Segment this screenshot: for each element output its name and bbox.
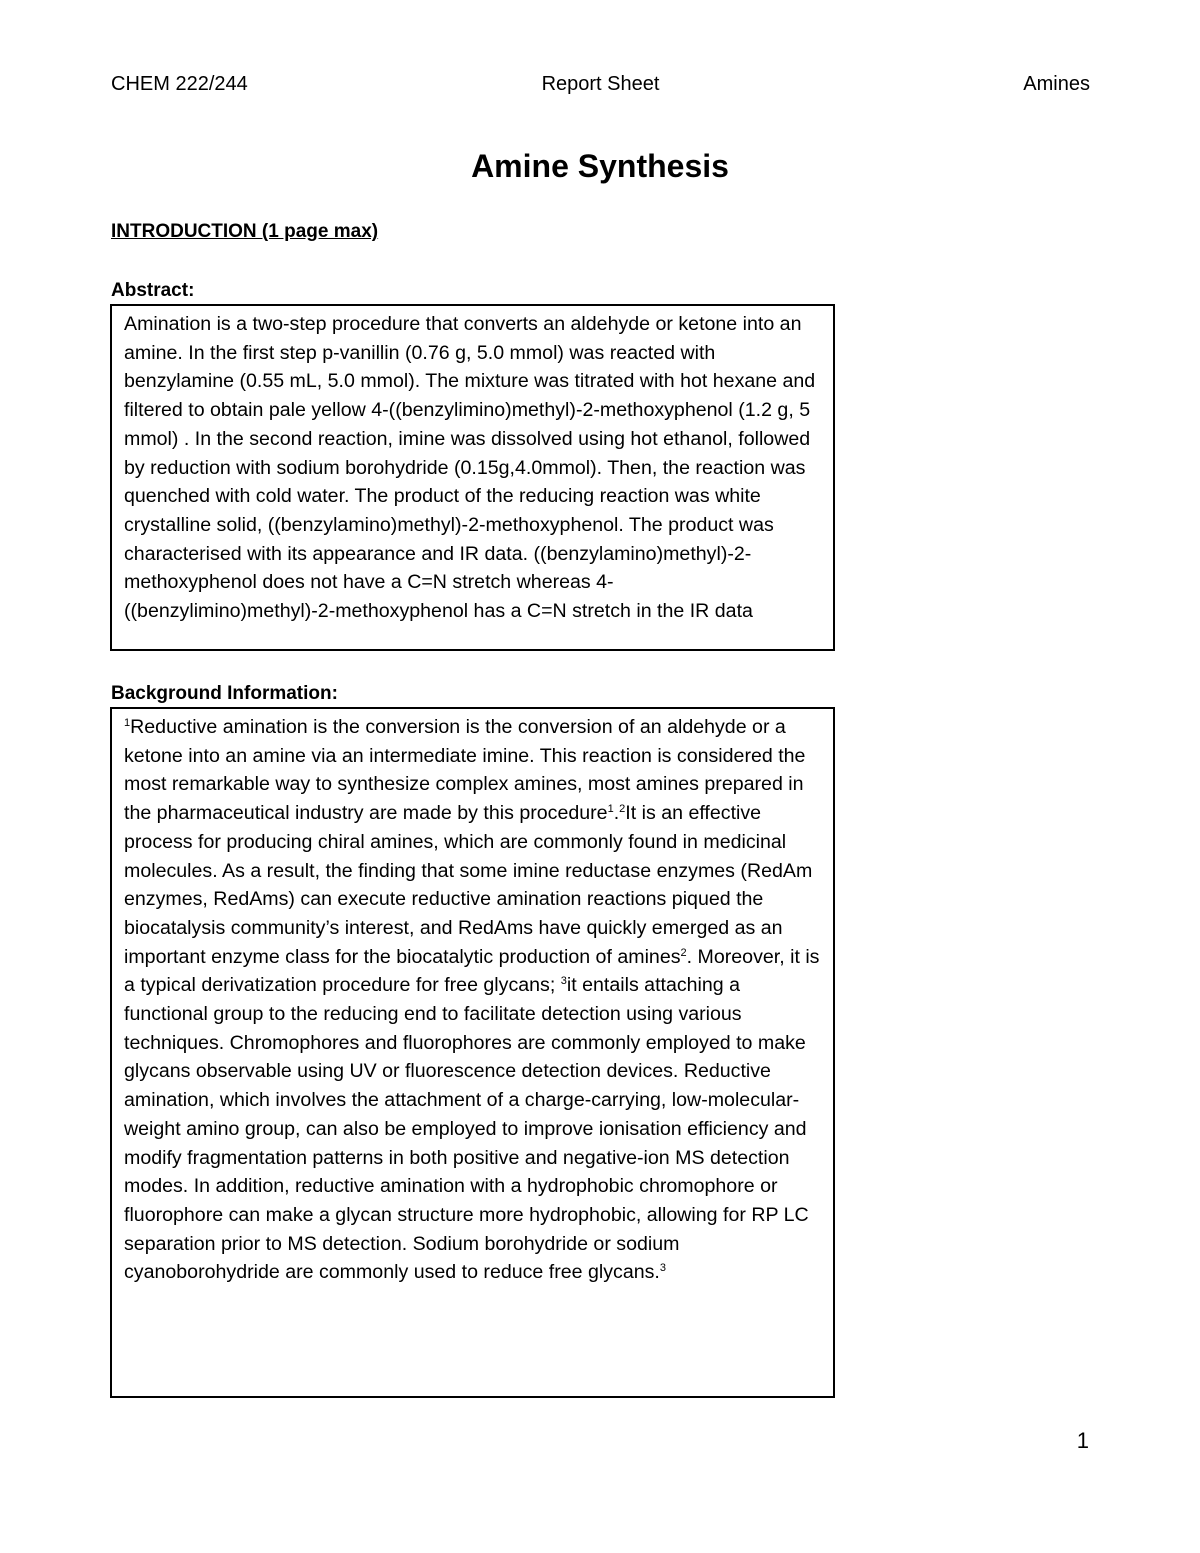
background-text-part: . Moreover, it is a typical derivatization procedure for free glycans; [124,945,820,997]
background-text-part: . [613,802,620,825]
citation-ref: 2 [619,803,626,816]
citation-ref: 2 [680,946,687,959]
abstract-text-box[interactable] [110,304,835,651]
abstract-label: Abstract: [111,280,195,301]
citation-ref: 1 [124,717,131,729]
topic-label: Amines [1023,73,1090,95]
background-text-box[interactable] [110,707,835,1398]
background-text-part: Reductive amination is the conversion is the conversion of an aldehyde or a ketone into an amine via an intermediate imine. This reaction is considered the most remarkable way to synthesize complex amines, most amines prepared in the pharmaceutical industry are made by this procedure [124,716,806,825]
abstract-text: Amination is a two-step procedure that converts an aldehyde or ketone into an amine. In the first step p-vanillin (0.76 g, 5.0 mmol) was reacted with benzylamine (0.55 mL, 5.0 mmol). The mixture was titrated with hot hexane and filtered to obtain pale yellow 4-((benzylimino)methyl)-2-methoxyphenol (1.2 g, 5 mmol) . In the second reaction, imine was dissolved using hot ethanol, followed by reduction with sodium borohydride (0.15g,4.0mmol). Then, the reaction was quenched with cold water. The product of the reducing reaction was white crystalline solid, ((benzylamino)methyl)-2-methoxyphenol. The product was characterised with its appearance and IR data. ((benzylamino)methyl)-2-methoxyphenol does not have a C=N stretch whereas 4-((benzylimino)methyl)-2-methoxyphenol has a C=N stretch in the IR data [124,313,816,623]
citation-ref: 3 [659,1262,666,1275]
document-title: Amine Synthesis [471,148,729,184]
background-text-part: it entails attaching a functional group to the reducing end to facilitate detection using various techniques. Chromophores and fluorophores are commonly employed to make glycans observable using UV or fluorescence detection devices. Reductive amination, which involves the attachment of a charge-carrying, low-molecular-weight amino group, can also be employed to improve ionisation efficiency and modify fragmentation patterns in both positive and negative-ion MS detection modes. In addition, reductive amination with a hydrophobic chromophore or fluorophore can make a glycan structure more hydrophobic, allowing for RP LC separation prior to MS detection. Sodium borohydride or sodium cyanoborohydride are commonly used to reduce free glycans. [124,974,809,1284]
background-label: Background Information: [111,683,338,704]
sheet-type: Report Sheet [541,73,660,95]
citation-ref: 3 [560,975,567,988]
page-number: 1 [1076,1428,1089,1453]
page-header [111,72,1090,100]
course-code: CHEM 222/244 [111,73,248,95]
introduction-heading: INTRODUCTION (1 page max) [111,221,379,242]
citation-ref: 1 [607,803,614,816]
background-text-part: It is an effective process for producing chiral amines, which are commonly found in medicinal molecules. As a result, the finding that some imine reductase enzymes (RedAm enzymes, RedAms) can execute reductive amination reactions piqued the biocatalysis community’s interest, and RedAms have quickly emerged as an important enzyme class for the biocatalytic production of amines [124,802,813,968]
